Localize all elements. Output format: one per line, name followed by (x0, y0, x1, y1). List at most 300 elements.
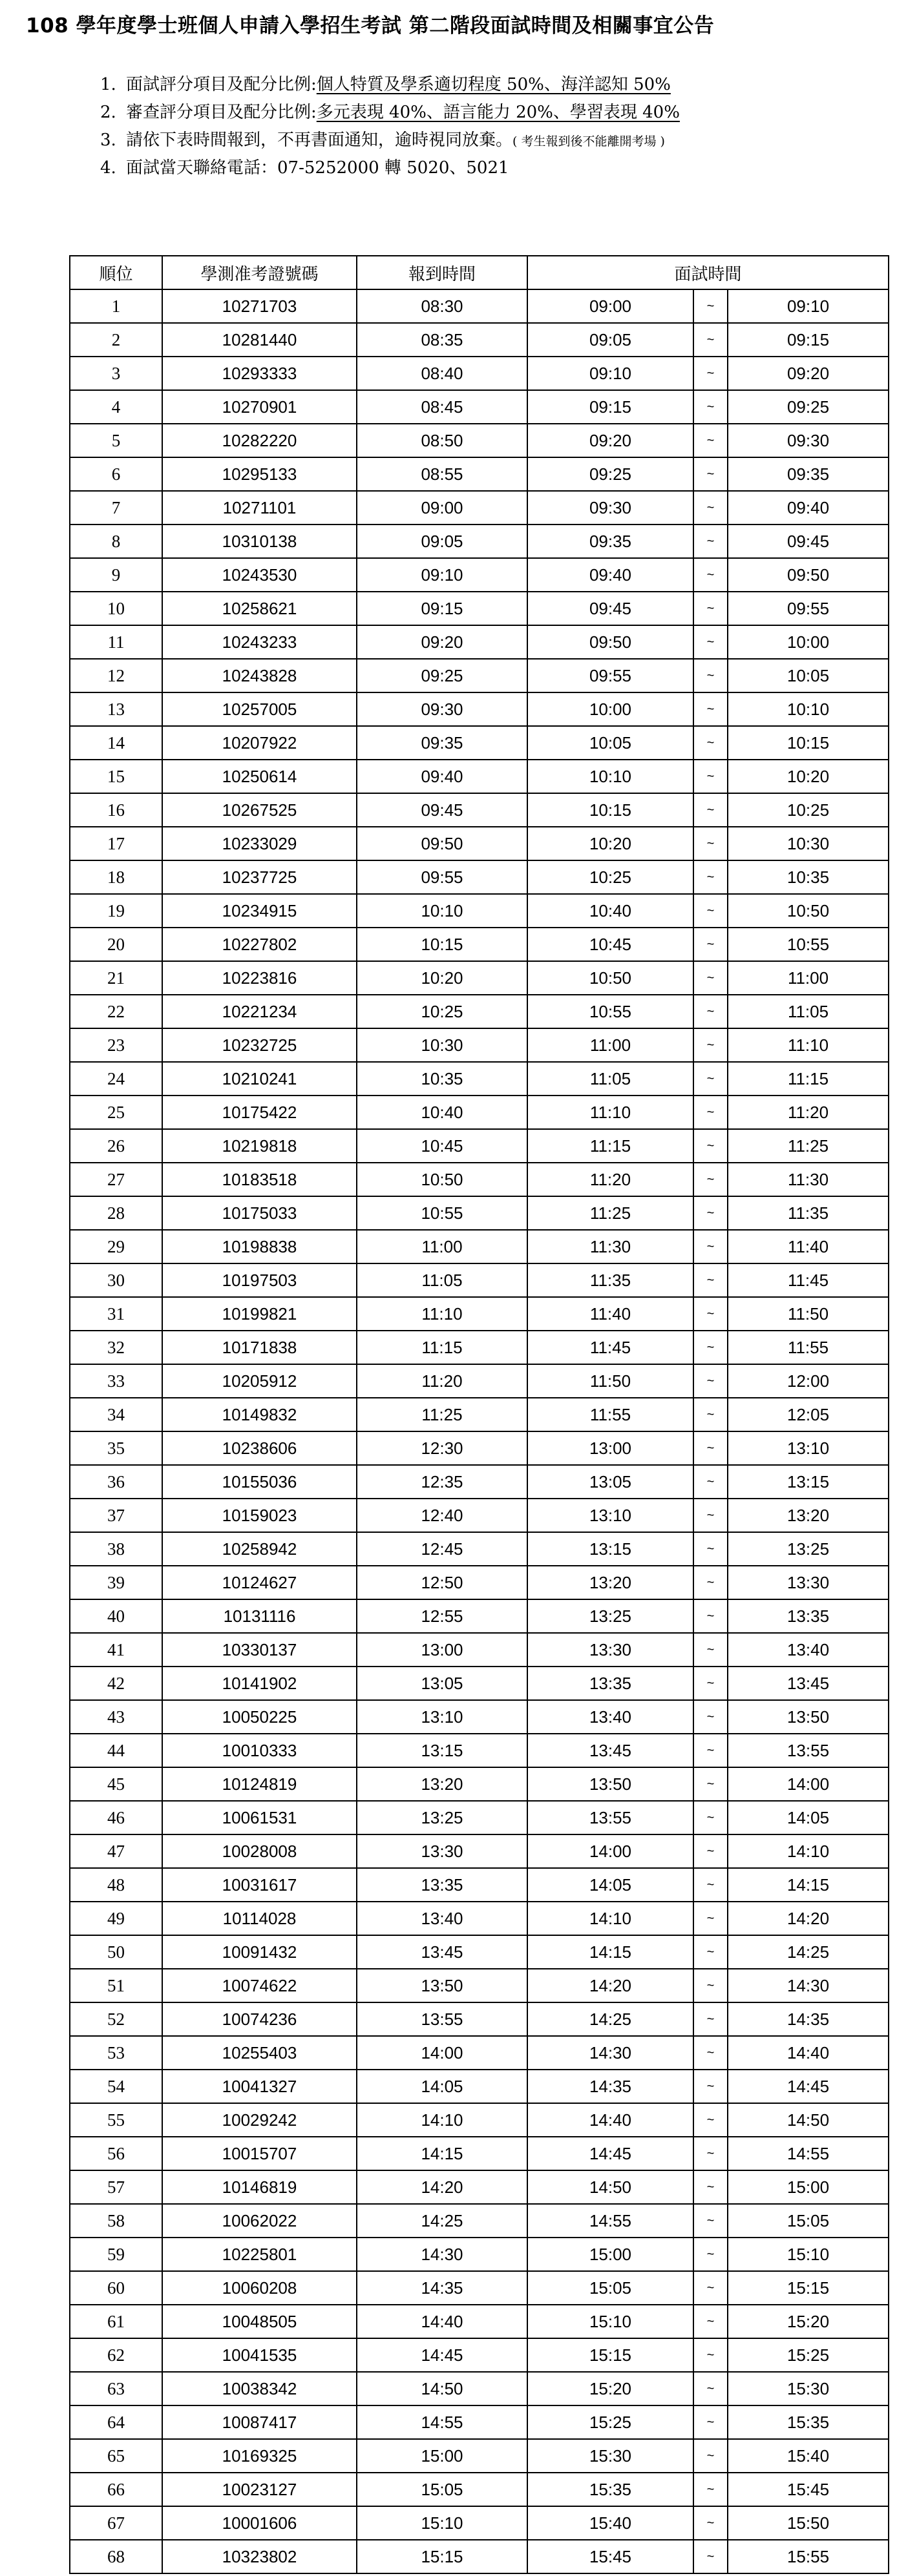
checkin-time-cell: 09:45 (357, 793, 527, 827)
interview-end-cell: 10:50 (728, 894, 889, 928)
checkin-time-cell: 14:15 (357, 2137, 527, 2170)
rank-cell: 50 (70, 1935, 162, 1969)
checkin-time-cell: 12:45 (357, 1532, 527, 1566)
interview-start-cell: 09:05 (527, 323, 693, 357)
interview-start-cell: 09:50 (527, 625, 693, 659)
exam-number-cell: 10074236 (162, 2002, 357, 2036)
rank-cell: 56 (70, 2137, 162, 2170)
time-separator: ~ (693, 1599, 728, 1633)
interview-start-cell: 13:10 (527, 1499, 693, 1532)
interview-end-cell: 14:45 (728, 2070, 889, 2103)
interview-end-cell: 10:55 (728, 928, 889, 961)
exam-number-cell: 10221234 (162, 995, 357, 1028)
interview-end-cell: 13:40 (728, 1633, 889, 1667)
checkin-time-cell: 14:05 (357, 2070, 527, 2103)
interview-start-cell: 11:10 (527, 1096, 693, 1129)
exam-number-cell: 10141902 (162, 1667, 357, 1700)
time-separator: ~ (693, 1834, 728, 1868)
rank-cell: 21 (70, 961, 162, 995)
time-separator: ~ (693, 1096, 728, 1129)
interview-start-cell: 10:55 (527, 995, 693, 1028)
header-exam-number: 學測准考證號碼 (162, 256, 357, 289)
interview-end-cell: 09:25 (728, 390, 889, 424)
table-header-row (70, 256, 889, 289)
interview-start-cell: 14:30 (527, 2036, 693, 2070)
checkin-time-cell: 10:45 (357, 1129, 527, 1163)
note-prefix: 面試評分項目及配分比例: (126, 75, 317, 94)
interview-end-cell: 10:00 (728, 625, 889, 659)
table-row (70, 1364, 889, 1398)
interview-end-cell: 10:05 (728, 659, 889, 692)
time-separator: ~ (693, 1129, 728, 1163)
interview-end-cell: 11:35 (728, 1196, 889, 1230)
table-row (70, 2305, 889, 2338)
rank-cell: 51 (70, 1969, 162, 2002)
checkin-time-cell: 11:00 (357, 1230, 527, 1263)
interview-end-cell: 11:05 (728, 995, 889, 1028)
exam-number-cell: 10267525 (162, 793, 357, 827)
time-separator: ~ (693, 1902, 728, 1935)
rank-cell: 15 (70, 760, 162, 793)
interview-start-cell: 09:20 (527, 424, 693, 457)
interview-end-cell: 15:05 (728, 2204, 889, 2238)
interview-end-cell: 14:00 (728, 1767, 889, 1801)
interview-start-cell: 13:15 (527, 1532, 693, 1566)
checkin-time-cell: 14:35 (357, 2271, 527, 2305)
interview-start-cell: 09:35 (527, 525, 693, 558)
checkin-time-cell: 13:20 (357, 1767, 527, 1801)
interview-end-cell: 15:25 (728, 2338, 889, 2372)
note-item (100, 71, 680, 99)
exam-number-cell: 10323802 (162, 2540, 357, 2573)
exam-number-cell: 10050225 (162, 1700, 357, 1734)
rank-cell: 52 (70, 2002, 162, 2036)
checkin-time-cell: 14:30 (357, 2238, 527, 2271)
rank-cell: 24 (70, 1062, 162, 1096)
checkin-time-cell: 13:45 (357, 1935, 527, 1969)
time-separator: ~ (693, 2204, 728, 2238)
table-row (70, 2036, 889, 2070)
exam-number-cell: 10258942 (162, 1532, 357, 1566)
checkin-time-cell: 14:25 (357, 2204, 527, 2238)
table-row (70, 592, 889, 625)
interview-start-cell: 15:30 (527, 2439, 693, 2473)
time-separator: ~ (693, 961, 728, 995)
time-separator: ~ (693, 357, 728, 390)
exam-number-cell: 10124819 (162, 1767, 357, 1801)
time-separator: ~ (693, 995, 728, 1028)
interview-end-cell: 13:15 (728, 1465, 889, 1499)
table-row (70, 424, 889, 457)
rank-cell: 18 (70, 860, 162, 894)
interview-start-cell: 10:50 (527, 961, 693, 995)
interview-end-cell: 11:40 (728, 1230, 889, 1263)
checkin-time-cell: 13:35 (357, 1868, 527, 1902)
page-title: 108 學年度學士班個人申請入學招生考試 第二階段面試時間及相關事宜公告 (26, 14, 715, 37)
interview-start-cell: 13:25 (527, 1599, 693, 1633)
rank-cell: 1 (70, 289, 162, 323)
table-row (70, 894, 889, 928)
interview-end-cell: 15:10 (728, 2238, 889, 2271)
checkin-time-cell: 10:25 (357, 995, 527, 1028)
rank-cell: 54 (70, 2070, 162, 2103)
interview-start-cell: 13:30 (527, 1633, 693, 1667)
table-row (70, 2137, 889, 2170)
table-row (70, 1667, 889, 1700)
rank-cell: 44 (70, 1734, 162, 1767)
exam-number-cell: 10207922 (162, 726, 357, 760)
interview-start-cell: 10:10 (527, 760, 693, 793)
exam-number-cell: 10219818 (162, 1129, 357, 1163)
rank-cell: 12 (70, 659, 162, 692)
note-aside: ( 考生報到後不能離開考場 ) (512, 134, 665, 149)
time-separator: ~ (693, 2170, 728, 2204)
interview-end-cell: 13:10 (728, 1431, 889, 1465)
note-detail: 多元表現 40%、語言能力 20%、學習表現 40% (316, 103, 680, 122)
checkin-time-cell: 12:30 (357, 1431, 527, 1465)
time-separator: ~ (693, 1364, 728, 1398)
time-separator: ~ (693, 1465, 728, 1499)
time-separator: ~ (693, 827, 728, 860)
interview-end-cell: 15:15 (728, 2271, 889, 2305)
exam-number-cell: 10124627 (162, 1566, 357, 1599)
rank-cell: 67 (70, 2506, 162, 2540)
exam-number-cell: 10010333 (162, 1734, 357, 1767)
checkin-time-cell: 13:00 (357, 1633, 527, 1667)
checkin-time-cell: 09:40 (357, 760, 527, 793)
rank-cell: 40 (70, 1599, 162, 1633)
exam-number-cell: 10001606 (162, 2506, 357, 2540)
exam-number-cell: 10060208 (162, 2271, 357, 2305)
rank-cell: 10 (70, 592, 162, 625)
interview-end-cell: 13:30 (728, 1566, 889, 1599)
table-row (70, 1532, 889, 1566)
checkin-time-cell: 12:35 (357, 1465, 527, 1499)
exam-number-cell: 10146819 (162, 2170, 357, 2204)
table-body (70, 289, 889, 2573)
interview-start-cell: 15:10 (527, 2305, 693, 2338)
table-row (70, 1902, 889, 1935)
rank-cell: 38 (70, 1532, 162, 1566)
time-separator: ~ (693, 1196, 728, 1230)
rank-cell: 63 (70, 2372, 162, 2405)
checkin-time-cell: 15:15 (357, 2540, 527, 2573)
interview-start-cell: 14:45 (527, 2137, 693, 2170)
time-separator: ~ (693, 793, 728, 827)
time-separator: ~ (693, 2473, 728, 2506)
exam-number-cell: 10282220 (162, 424, 357, 457)
table-row (70, 2070, 889, 2103)
interview-start-cell: 14:05 (527, 1868, 693, 1902)
exam-number-cell: 10091432 (162, 1935, 357, 1969)
checkin-time-cell: 13:40 (357, 1902, 527, 1935)
interview-start-cell: 11:55 (527, 1398, 693, 1431)
note-prefix: 請依下表時間報到，不再書面通知，逾時視同放棄。 (126, 130, 513, 150)
table-row (70, 860, 889, 894)
exam-number-cell: 10205912 (162, 1364, 357, 1398)
exam-number-cell: 10227802 (162, 928, 357, 961)
interview-start-cell: 11:25 (527, 1196, 693, 1230)
checkin-time-cell: 09:50 (357, 827, 527, 860)
table-row (70, 1499, 889, 1532)
checkin-time-cell: 10:15 (357, 928, 527, 961)
interview-end-cell: 10:25 (728, 793, 889, 827)
time-separator: ~ (693, 2439, 728, 2473)
checkin-time-cell: 14:55 (357, 2405, 527, 2439)
time-separator: ~ (693, 1331, 728, 1364)
interview-start-cell: 15:05 (527, 2271, 693, 2305)
rank-cell: 47 (70, 1834, 162, 1868)
table-row (70, 2002, 889, 2036)
interview-end-cell: 15:45 (728, 2473, 889, 2506)
interview-end-cell: 09:50 (728, 558, 889, 592)
table-row (70, 827, 889, 860)
rank-cell: 49 (70, 1902, 162, 1935)
table-row (70, 2204, 889, 2238)
interview-end-cell: 09:40 (728, 491, 889, 525)
interview-start-cell: 11:35 (527, 1263, 693, 1297)
interview-start-cell: 10:00 (527, 692, 693, 726)
interview-start-cell: 15:25 (527, 2405, 693, 2439)
interview-start-cell: 09:10 (527, 357, 693, 390)
table-row (70, 1734, 889, 1767)
table-row (70, 625, 889, 659)
exam-number-cell: 10210241 (162, 1062, 357, 1096)
checkin-time-cell: 14:50 (357, 2372, 527, 2405)
interview-start-cell: 11:30 (527, 1230, 693, 1263)
interview-end-cell: 13:35 (728, 1599, 889, 1633)
interview-start-cell: 14:40 (527, 2103, 693, 2137)
time-separator: ~ (693, 2271, 728, 2305)
note-prefix: 面試當天聯絡電話：07-5252000 轉 5020、5021 (126, 158, 509, 178)
interview-end-cell: 11:25 (728, 1129, 889, 1163)
interview-start-cell: 13:05 (527, 1465, 693, 1499)
time-separator: ~ (693, 1431, 728, 1465)
exam-number-cell: 10270901 (162, 390, 357, 424)
checkin-time-cell: 09:55 (357, 860, 527, 894)
time-separator: ~ (693, 726, 728, 760)
rank-cell: 53 (70, 2036, 162, 2070)
interview-end-cell: 15:55 (728, 2540, 889, 2573)
exam-number-cell: 10250614 (162, 760, 357, 793)
interview-start-cell: 10:40 (527, 894, 693, 928)
table-row (70, 1263, 889, 1297)
exam-number-cell: 10293333 (162, 357, 357, 390)
checkin-time-cell: 14:45 (357, 2338, 527, 2372)
interview-end-cell: 14:10 (728, 1834, 889, 1868)
interview-start-cell: 14:50 (527, 2170, 693, 2204)
interview-end-cell: 10:15 (728, 726, 889, 760)
time-separator: ~ (693, 525, 728, 558)
table-row (70, 1331, 889, 1364)
interview-start-cell: 14:35 (527, 2070, 693, 2103)
exam-number-cell: 10258621 (162, 592, 357, 625)
checkin-time-cell: 09:05 (357, 525, 527, 558)
checkin-time-cell: 10:10 (357, 894, 527, 928)
rank-cell: 31 (70, 1297, 162, 1331)
rank-cell: 41 (70, 1633, 162, 1667)
header-rank: 順位 (70, 256, 162, 289)
time-separator: ~ (693, 1935, 728, 1969)
rank-cell: 65 (70, 2439, 162, 2473)
rank-cell: 37 (70, 1499, 162, 1532)
rank-cell: 30 (70, 1263, 162, 1297)
table-row (70, 323, 889, 357)
time-separator: ~ (693, 2372, 728, 2405)
rank-cell: 28 (70, 1196, 162, 1230)
interview-end-cell: 11:00 (728, 961, 889, 995)
time-separator: ~ (693, 1263, 728, 1297)
checkin-time-cell: 09:25 (357, 659, 527, 692)
rank-cell: 36 (70, 1465, 162, 1499)
rank-cell: 6 (70, 457, 162, 491)
table-row (70, 457, 889, 491)
exam-number-cell: 10257005 (162, 692, 357, 726)
exam-number-cell: 10243530 (162, 558, 357, 592)
exam-number-cell: 10199821 (162, 1297, 357, 1331)
time-separator: ~ (693, 1566, 728, 1599)
table-row (70, 1566, 889, 1599)
time-separator: ~ (693, 1633, 728, 1667)
table-row (70, 726, 889, 760)
exam-number-cell: 10310138 (162, 525, 357, 558)
interview-start-cell: 15:40 (527, 2506, 693, 2540)
interview-end-cell: 13:50 (728, 1700, 889, 1734)
interview-start-cell: 13:20 (527, 1566, 693, 1599)
checkin-time-cell: 08:45 (357, 390, 527, 424)
table-row (70, 2170, 889, 2204)
interview-start-cell: 11:40 (527, 1297, 693, 1331)
table-row (70, 1969, 889, 2002)
rank-cell: 19 (70, 894, 162, 928)
exam-number-cell: 10031617 (162, 1868, 357, 1902)
rank-cell: 9 (70, 558, 162, 592)
rank-cell: 34 (70, 1398, 162, 1431)
exam-number-cell: 10041535 (162, 2338, 357, 2372)
exam-number-cell: 10197503 (162, 1263, 357, 1297)
exam-number-cell: 10114028 (162, 1902, 357, 1935)
interview-start-cell: 09:00 (527, 289, 693, 323)
note-number: 3. (100, 130, 116, 150)
table-row (70, 2271, 889, 2305)
time-separator: ~ (693, 592, 728, 625)
interview-start-cell: 15:00 (527, 2238, 693, 2271)
checkin-time-cell: 11:10 (357, 1297, 527, 1331)
rank-cell: 62 (70, 2338, 162, 2372)
checkin-time-cell: 11:15 (357, 1331, 527, 1364)
checkin-time-cell: 13:30 (357, 1834, 527, 1868)
interview-start-cell: 10:15 (527, 793, 693, 827)
rank-cell: 26 (70, 1129, 162, 1163)
exam-number-cell: 10149832 (162, 1398, 357, 1431)
time-separator: ~ (693, 1767, 728, 1801)
rank-cell: 59 (70, 2238, 162, 2271)
exam-number-cell: 10198838 (162, 1230, 357, 1263)
notes-list (100, 71, 680, 182)
interview-start-cell: 14:00 (527, 1834, 693, 1868)
checkin-time-cell: 10:55 (357, 1196, 527, 1230)
interview-start-cell: 11:20 (527, 1163, 693, 1196)
exam-number-cell: 10175033 (162, 1196, 357, 1230)
rank-cell: 43 (70, 1700, 162, 1734)
interview-end-cell: 13:20 (728, 1499, 889, 1532)
exam-number-cell: 10281440 (162, 323, 357, 357)
time-separator: ~ (693, 1868, 728, 1902)
checkin-time-cell: 10:35 (357, 1062, 527, 1096)
table-row (70, 2439, 889, 2473)
interview-end-cell: 14:55 (728, 2137, 889, 2170)
table-row (70, 1801, 889, 1834)
rank-cell: 17 (70, 827, 162, 860)
table-row (70, 289, 889, 323)
checkin-time-cell: 15:05 (357, 2473, 527, 2506)
time-separator: ~ (693, 760, 728, 793)
rank-cell: 20 (70, 928, 162, 961)
interview-start-cell: 13:45 (527, 1734, 693, 1767)
time-separator: ~ (693, 1667, 728, 1700)
exam-number-cell: 10155036 (162, 1465, 357, 1499)
time-separator: ~ (693, 1801, 728, 1834)
table-row (70, 525, 889, 558)
interview-start-cell: 11:05 (527, 1062, 693, 1096)
interview-end-cell: 15:50 (728, 2506, 889, 2540)
time-separator: ~ (693, 692, 728, 726)
table-row (70, 1196, 889, 1230)
interview-start-cell: 13:50 (527, 1767, 693, 1801)
exam-number-cell: 10169325 (162, 2439, 357, 2473)
time-separator: ~ (693, 1062, 728, 1096)
exam-number-cell: 10255403 (162, 2036, 357, 2070)
rank-cell: 32 (70, 1331, 162, 1364)
interview-start-cell: 15:20 (527, 2372, 693, 2405)
checkin-time-cell: 10:20 (357, 961, 527, 995)
note-item (100, 99, 680, 127)
table-row (70, 760, 889, 793)
interview-start-cell: 10:05 (527, 726, 693, 760)
table-row (70, 1028, 889, 1062)
time-separator: ~ (693, 2238, 728, 2271)
checkin-time-cell: 13:05 (357, 1667, 527, 1700)
interview-end-cell: 14:35 (728, 2002, 889, 2036)
exam-number-cell: 10232725 (162, 1028, 357, 1062)
interview-start-cell: 14:25 (527, 2002, 693, 2036)
checkin-time-cell: 09:10 (357, 558, 527, 592)
interview-end-cell: 11:15 (728, 1062, 889, 1096)
checkin-time-cell: 10:40 (357, 1096, 527, 1129)
interview-end-cell: 14:30 (728, 1969, 889, 2002)
interview-start-cell: 14:55 (527, 2204, 693, 2238)
rank-cell: 42 (70, 1667, 162, 1700)
time-separator: ~ (693, 2036, 728, 2070)
interview-start-cell: 09:40 (527, 558, 693, 592)
time-separator: ~ (693, 558, 728, 592)
exam-number-cell: 10041327 (162, 2070, 357, 2103)
rank-cell: 57 (70, 2170, 162, 2204)
exam-number-cell: 10225801 (162, 2238, 357, 2271)
interview-start-cell: 11:45 (527, 1331, 693, 1364)
interview-start-cell: 15:45 (527, 2540, 693, 2573)
interview-end-cell: 14:50 (728, 2103, 889, 2137)
interview-end-cell: 15:35 (728, 2405, 889, 2439)
interview-end-cell: 11:30 (728, 1163, 889, 1196)
interview-start-cell: 14:15 (527, 1935, 693, 1969)
rank-cell: 7 (70, 491, 162, 525)
interview-end-cell: 13:55 (728, 1734, 889, 1767)
time-separator: ~ (693, 2506, 728, 2540)
interview-start-cell: 14:10 (527, 1902, 693, 1935)
exam-number-cell: 10028008 (162, 1834, 357, 1868)
table-row (70, 1230, 889, 1263)
